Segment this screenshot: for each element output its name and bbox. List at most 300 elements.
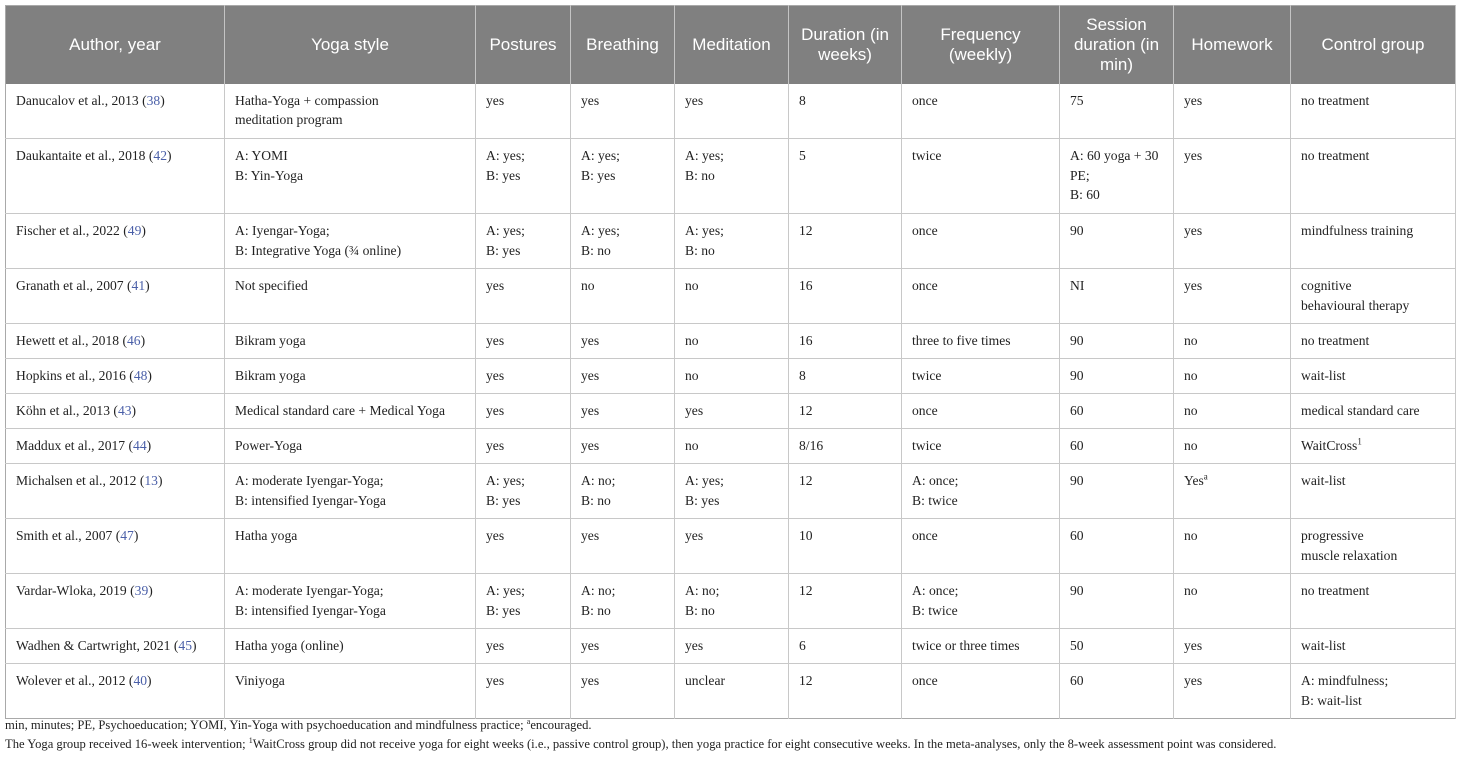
cell-session-duration — [1060, 629, 1174, 664]
cell-line: yes — [581, 368, 600, 383]
cell-line: yes — [581, 92, 600, 108]
author-name: Daukantaite et al., 2018 — [16, 148, 146, 163]
citation-link[interactable]: 46 — [127, 333, 141, 348]
cell-line: 90 — [1070, 333, 1084, 348]
cell-breathing — [571, 394, 675, 429]
duration-value: 5 — [799, 148, 806, 163]
cell-line: Hatha-Yoga + compassion — [235, 92, 379, 108]
cell-frequency — [902, 574, 1060, 629]
cell-line: no — [685, 278, 699, 293]
table-row — [6, 359, 1456, 394]
cell-line: yes — [581, 638, 600, 653]
table-row — [6, 324, 1456, 359]
cell-homework — [1174, 394, 1291, 429]
table-row — [6, 394, 1456, 429]
homework-value: yes — [1184, 223, 1203, 238]
cell-line: B: yes — [486, 167, 521, 183]
cell-frequency — [902, 429, 1060, 464]
control-text: no treatment — [1301, 583, 1370, 598]
cell-meditation — [675, 394, 789, 429]
cell-line: B: yes — [486, 602, 521, 618]
cell-line: yes — [581, 403, 600, 418]
cell-yoga-style — [225, 464, 476, 519]
cell-postures — [476, 574, 571, 629]
cell-line: A: yes; — [486, 148, 525, 163]
cell-duration — [789, 214, 902, 269]
cell-line: B: Integrative Yoga (¾ online) — [235, 242, 402, 258]
cell-line: no — [685, 438, 699, 453]
table-row — [6, 629, 1456, 664]
cell-meditation — [675, 429, 789, 464]
control-text: no treatment — [1301, 333, 1370, 348]
cell-line: yes — [581, 333, 600, 348]
homework-value: no — [1184, 438, 1198, 453]
cell-postures — [476, 629, 571, 664]
cell-frequency — [902, 84, 1060, 139]
cell-session-duration — [1060, 429, 1174, 464]
cell-homework — [1174, 84, 1291, 139]
table-row — [6, 84, 1456, 139]
cell-duration — [789, 629, 902, 664]
cell-line — [1301, 691, 1447, 711]
cell-postures — [476, 464, 571, 519]
control-text: progressive — [1301, 528, 1364, 543]
cell-meditation — [675, 359, 789, 394]
cell-yoga-style — [225, 664, 476, 719]
citation-link[interactable]: 43 — [117, 403, 132, 418]
cell-line: 90 — [1070, 368, 1084, 383]
table-body — [6, 84, 1456, 719]
cell-yoga-style — [225, 519, 476, 574]
homework-value: no — [1184, 368, 1198, 383]
cell-control-group — [1291, 214, 1456, 269]
cell-line: once — [912, 403, 938, 418]
footnote-marker: 1 — [1357, 436, 1362, 447]
cell-author: Daukantaite et al., 2018 (42) — [6, 139, 225, 214]
cell-postures — [476, 324, 571, 359]
cell-control-group — [1291, 429, 1456, 464]
cell-line: B: twice — [912, 602, 958, 618]
homework-value: no — [1184, 528, 1198, 543]
citation-link[interactable]: 40 — [133, 673, 148, 688]
duration-value: 6 — [799, 638, 806, 653]
cell-line: Medical standard care + Medical Yoga — [235, 403, 445, 418]
cell-line: B: yes — [685, 492, 720, 508]
header-author: Author, year — [6, 6, 225, 84]
cell-homework — [1174, 269, 1291, 324]
cell-breathing — [571, 139, 675, 214]
cell-line — [1301, 671, 1447, 691]
table-row — [6, 429, 1456, 464]
cell-frequency — [902, 359, 1060, 394]
cell-postures — [476, 269, 571, 324]
header-frequency: Frequency (weekly) — [902, 6, 1060, 84]
cell-meditation — [675, 519, 789, 574]
cell-control-group — [1291, 574, 1456, 629]
cell-line: no — [685, 368, 699, 383]
cell-line: B: intensified Iyengar-Yoga — [235, 602, 386, 618]
cell-yoga-style — [225, 269, 476, 324]
cell-line: yes — [486, 403, 505, 418]
citation-link[interactable]: 13 — [144, 473, 158, 488]
cell-line: 50 — [1070, 638, 1084, 653]
cell-duration — [789, 519, 902, 574]
cell-homework — [1174, 629, 1291, 664]
cell-control-group — [1291, 519, 1456, 574]
duration-value: 8 — [799, 368, 806, 383]
cell-line: 90 — [1070, 223, 1084, 238]
cell-frequency — [902, 139, 1060, 214]
cell-line: B: no — [685, 602, 715, 618]
cell-author: Wolever et al., 2012 (40) — [6, 664, 225, 719]
cell-line — [1301, 471, 1447, 491]
footnote-text: The Yoga group received 16-week intervention; — [5, 737, 249, 751]
header-duration: Duration (in weeks) — [789, 6, 902, 84]
cell-meditation — [675, 139, 789, 214]
cell-meditation — [675, 269, 789, 324]
cell-line: A: no; — [581, 583, 616, 598]
duration-value: 16 — [799, 278, 813, 293]
citation-link[interactable]: 44 — [133, 438, 147, 453]
control-text: B: wait-list — [1301, 692, 1362, 708]
cell-author: Danucalov et al., 2013 (38) — [6, 84, 225, 139]
cell-line: B: no — [685, 242, 715, 258]
cell-session-duration — [1060, 359, 1174, 394]
footnote-marker: a — [526, 716, 531, 726]
cell-yoga-style — [225, 394, 476, 429]
header-row — [6, 6, 1456, 84]
cell-line: yes — [581, 673, 600, 688]
cell-line — [1301, 331, 1447, 351]
cell-line: 75 — [1070, 92, 1084, 108]
cell-line: Viniyoga — [235, 673, 285, 688]
cell-line: Hatha yoga (online) — [235, 638, 344, 653]
cell-control-group — [1291, 84, 1456, 139]
cell-breathing — [571, 214, 675, 269]
cell-author: Fischer et al., 2022 (49) — [6, 214, 225, 269]
footnote-text: encouraged. — [530, 718, 592, 732]
cell-homework — [1174, 519, 1291, 574]
cell-author: Hewett et al., 2018 (46) — [6, 324, 225, 359]
header-session-duration: Session duration (in min) — [1060, 6, 1174, 84]
cell-homework — [1174, 429, 1291, 464]
cell-breathing — [571, 629, 675, 664]
cell-breathing — [571, 429, 675, 464]
homework-value: yes — [1184, 673, 1203, 688]
duration-value: 8/16 — [799, 438, 824, 453]
header-control-group: Control group — [1291, 6, 1456, 84]
homework-value: no — [1184, 583, 1198, 598]
header-postures: Postures — [476, 6, 571, 84]
cell-line: no — [685, 333, 699, 348]
cell-frequency — [902, 324, 1060, 359]
cell-line: no — [581, 278, 595, 293]
cell-line: once — [912, 278, 938, 293]
cell-yoga-style — [225, 574, 476, 629]
cell-meditation — [675, 214, 789, 269]
cell-homework — [1174, 139, 1291, 214]
duration-value: 8 — [799, 92, 806, 108]
author-name: Köhn et al., 2013 — [16, 403, 111, 418]
cell-line: yes — [581, 528, 600, 543]
control-text: no treatment — [1301, 92, 1370, 108]
cell-line: meditation program — [235, 112, 343, 127]
cell-author: Wadhen & Cartwright, 2021 (45) — [6, 629, 225, 664]
cell-homework — [1174, 464, 1291, 519]
author-name: Maddux et al., 2017 — [16, 438, 126, 453]
table-row — [6, 214, 1456, 269]
cell-yoga-style — [225, 139, 476, 214]
cell-line: A: yes; — [581, 148, 620, 163]
cell-duration — [789, 464, 902, 519]
cell-frequency — [902, 519, 1060, 574]
cell-session-duration — [1060, 574, 1174, 629]
duration-value: 10 — [799, 528, 813, 543]
cell-meditation — [675, 574, 789, 629]
cell-breathing — [571, 359, 675, 394]
cell-line: B: no — [685, 167, 715, 183]
cell-session-duration — [1060, 84, 1174, 139]
cell-meditation — [675, 324, 789, 359]
cell-author: Hopkins et al., 2016 (48) — [6, 359, 225, 394]
control-text: muscle relaxation — [1301, 547, 1398, 563]
cell-duration — [789, 84, 902, 139]
author-name: Fischer et al., 2022 — [16, 223, 120, 238]
cell-duration — [789, 359, 902, 394]
cell-line: 60 — [1070, 438, 1084, 453]
cell-session-duration — [1060, 139, 1174, 214]
cell-line: B: intensified Iyengar-Yoga — [235, 492, 386, 508]
cell-line: A: no; — [685, 583, 720, 598]
cell-line: PE; — [1070, 167, 1090, 183]
cell-session-duration — [1060, 394, 1174, 429]
cell-yoga-style — [225, 84, 476, 139]
footnote-abbreviations — [5, 716, 1276, 735]
cell-line: A: once; — [912, 473, 959, 488]
cell-meditation — [675, 629, 789, 664]
citation-link[interactable]: 48 — [133, 368, 148, 383]
duration-value: 16 — [799, 333, 813, 348]
cell-postures — [476, 214, 571, 269]
cell-homework — [1174, 324, 1291, 359]
control-text: WaitCross — [1301, 438, 1358, 453]
cell-line: twice — [912, 148, 942, 163]
duration-value: 12 — [799, 583, 813, 598]
cell-breathing — [571, 574, 675, 629]
cell-frequency — [902, 269, 1060, 324]
cell-frequency — [902, 214, 1060, 269]
cell-meditation — [675, 464, 789, 519]
cell-control-group — [1291, 269, 1456, 324]
cell-line: yes — [486, 333, 505, 348]
cell-line — [1301, 546, 1447, 566]
cell-frequency — [902, 394, 1060, 429]
cell-line: A: once; — [912, 583, 959, 598]
cell-author: Michalsen et al., 2012 (13) — [6, 464, 225, 519]
control-text: wait-list — [1301, 638, 1346, 653]
cell-duration — [789, 139, 902, 214]
table-row — [6, 464, 1456, 519]
cell-line: yes — [486, 528, 505, 543]
author-name: Smith et al., 2007 — [16, 528, 113, 543]
duration-value: 12 — [799, 223, 813, 238]
cell-line: yes — [486, 278, 505, 293]
citation-link[interactable]: 41 — [131, 278, 146, 293]
cell-breathing — [571, 664, 675, 719]
cell-postures — [476, 519, 571, 574]
cell-line — [1301, 91, 1447, 111]
cell-session-duration — [1060, 324, 1174, 359]
author-name: Granath et al., 2007 — [16, 278, 124, 293]
cell-line: yes — [685, 638, 704, 653]
cell-duration — [789, 394, 902, 429]
cell-line: B: no — [581, 492, 611, 508]
cell-line: B: no — [581, 242, 611, 258]
cell-yoga-style — [225, 359, 476, 394]
control-text: mindfulness training — [1301, 223, 1414, 238]
cell-line: yes — [486, 368, 505, 383]
cell-postures — [476, 359, 571, 394]
cell-line: A: 60 yoga + 30 — [1070, 148, 1159, 163]
control-text: cognitive — [1301, 278, 1352, 293]
cell-session-duration — [1060, 664, 1174, 719]
cell-control-group — [1291, 664, 1456, 719]
homework-value: yes — [1184, 148, 1203, 163]
cell-line: Hatha yoga — [235, 528, 298, 543]
footnote-text: WaitCross group did not receive yoga for eight weeks (i.e., passive control group), then yoga practice for eight consecutive weeks. In the meta-analyses, only the 8-week assessment point was considered. — [252, 737, 1277, 751]
author-name: Wolever et al., 2012 — [16, 673, 126, 688]
homework-value: yes — [1184, 92, 1203, 108]
cell-homework — [1174, 214, 1291, 269]
cell-yoga-style — [225, 324, 476, 359]
cell-line: A: no; — [581, 473, 616, 488]
author-name: Hopkins et al., 2016 — [16, 368, 126, 383]
cell-session-duration — [1060, 464, 1174, 519]
cell-postures — [476, 429, 571, 464]
author-name: Wadhen & Cartwright, 2021 — [16, 638, 171, 653]
citation-link[interactable]: 47 — [120, 528, 134, 543]
cell-line — [1301, 146, 1447, 166]
table-row — [6, 574, 1456, 629]
cell-postures — [476, 139, 571, 214]
cell-line: once — [912, 673, 938, 688]
duration-value: 12 — [799, 673, 813, 688]
homework-value: no — [1184, 403, 1198, 418]
cell-line: B: yes — [581, 167, 616, 183]
cell-control-group — [1291, 629, 1456, 664]
table-row — [6, 139, 1456, 214]
duration-value: 12 — [799, 403, 813, 418]
header-meditation: Meditation — [675, 6, 789, 84]
cell-line: yes — [581, 438, 600, 453]
cell-line — [1301, 296, 1447, 316]
cell-line: B: no — [581, 602, 611, 618]
cell-line: 90 — [1070, 473, 1084, 488]
cell-frequency — [902, 464, 1060, 519]
cell-control-group — [1291, 394, 1456, 429]
cell-line: 60 — [1070, 403, 1084, 418]
cell-line: A: yes; — [486, 583, 525, 598]
homework-value: yes — [1184, 638, 1203, 653]
homework-value: Yes — [1184, 473, 1204, 488]
cell-breathing — [571, 519, 675, 574]
author-name: Michalsen et al., 2012 — [16, 473, 137, 488]
cell-yoga-style — [225, 629, 476, 664]
cell-line: yes — [685, 403, 704, 418]
cell-line — [1301, 401, 1447, 421]
table-footnotes — [5, 716, 1276, 754]
cell-duration — [789, 429, 902, 464]
cell-line: A: YOMI — [235, 148, 288, 163]
control-text: medical standard care — [1301, 403, 1420, 418]
cell-line: yes — [486, 673, 505, 688]
cell-line: Not specified — [235, 278, 308, 293]
cell-line: yes — [486, 638, 505, 653]
cell-line: A: moderate Iyengar-Yoga; — [235, 583, 384, 598]
cell-line: yes — [486, 92, 505, 108]
cell-control-group — [1291, 139, 1456, 214]
cell-meditation — [675, 664, 789, 719]
cell-line: yes — [685, 528, 704, 543]
cell-line: yes — [486, 438, 505, 453]
author-name: Danucalov et al., 2013 — [16, 92, 139, 108]
cell-breathing — [571, 84, 675, 139]
cell-line — [1301, 526, 1447, 546]
control-text: wait-list — [1301, 368, 1346, 383]
cell-line: B: Yin-Yoga — [235, 167, 303, 183]
cell-line: three to five times — [912, 333, 1011, 348]
citation-link[interactable]: 49 — [127, 223, 142, 238]
cell-yoga-style — [225, 214, 476, 269]
cell-duration — [789, 664, 902, 719]
cell-postures — [476, 394, 571, 429]
cell-line: Power-Yoga — [235, 438, 303, 453]
header-breathing: Breathing — [571, 6, 675, 84]
duration-value: 12 — [799, 473, 813, 488]
author-name: Vardar-Wloka, 2019 — [16, 583, 127, 598]
cell-author: Granath et al., 2007 (41) — [6, 269, 225, 324]
control-text: behavioural therapy — [1301, 297, 1410, 313]
cell-line: Bikram yoga — [235, 333, 306, 348]
table-container — [5, 5, 1455, 719]
cell-line: yes — [685, 92, 704, 108]
cell-line: A: yes; — [685, 473, 724, 488]
homework-value: no — [1184, 333, 1198, 348]
cell-line: 60 — [1070, 673, 1084, 688]
cell-line: A: moderate Iyengar-Yoga; — [235, 473, 384, 488]
cell-line: once — [912, 528, 938, 543]
cell-line — [1301, 636, 1447, 656]
cell-line: A: yes; — [486, 473, 525, 488]
control-text: A: mindfulness; — [1301, 673, 1389, 688]
cell-frequency — [902, 664, 1060, 719]
cell-line — [1301, 436, 1447, 456]
citation-link[interactable]: 39 — [134, 583, 149, 598]
cell-session-duration — [1060, 214, 1174, 269]
citation-link[interactable]: 45 — [178, 638, 192, 653]
citation-link[interactable]: 38 — [146, 92, 161, 108]
cell-author: Köhn et al., 2013 (43) — [6, 394, 225, 429]
cell-line: A: Iyengar-Yoga; — [235, 223, 330, 238]
cell-line: twice or three times — [912, 638, 1020, 653]
cell-line: B: yes — [486, 492, 521, 508]
cell-homework — [1174, 664, 1291, 719]
citation-link[interactable]: 42 — [153, 148, 168, 163]
cell-homework — [1174, 574, 1291, 629]
footnote-marker: 1 — [248, 735, 253, 745]
cell-postures — [476, 664, 571, 719]
cell-line: B: twice — [912, 492, 958, 508]
